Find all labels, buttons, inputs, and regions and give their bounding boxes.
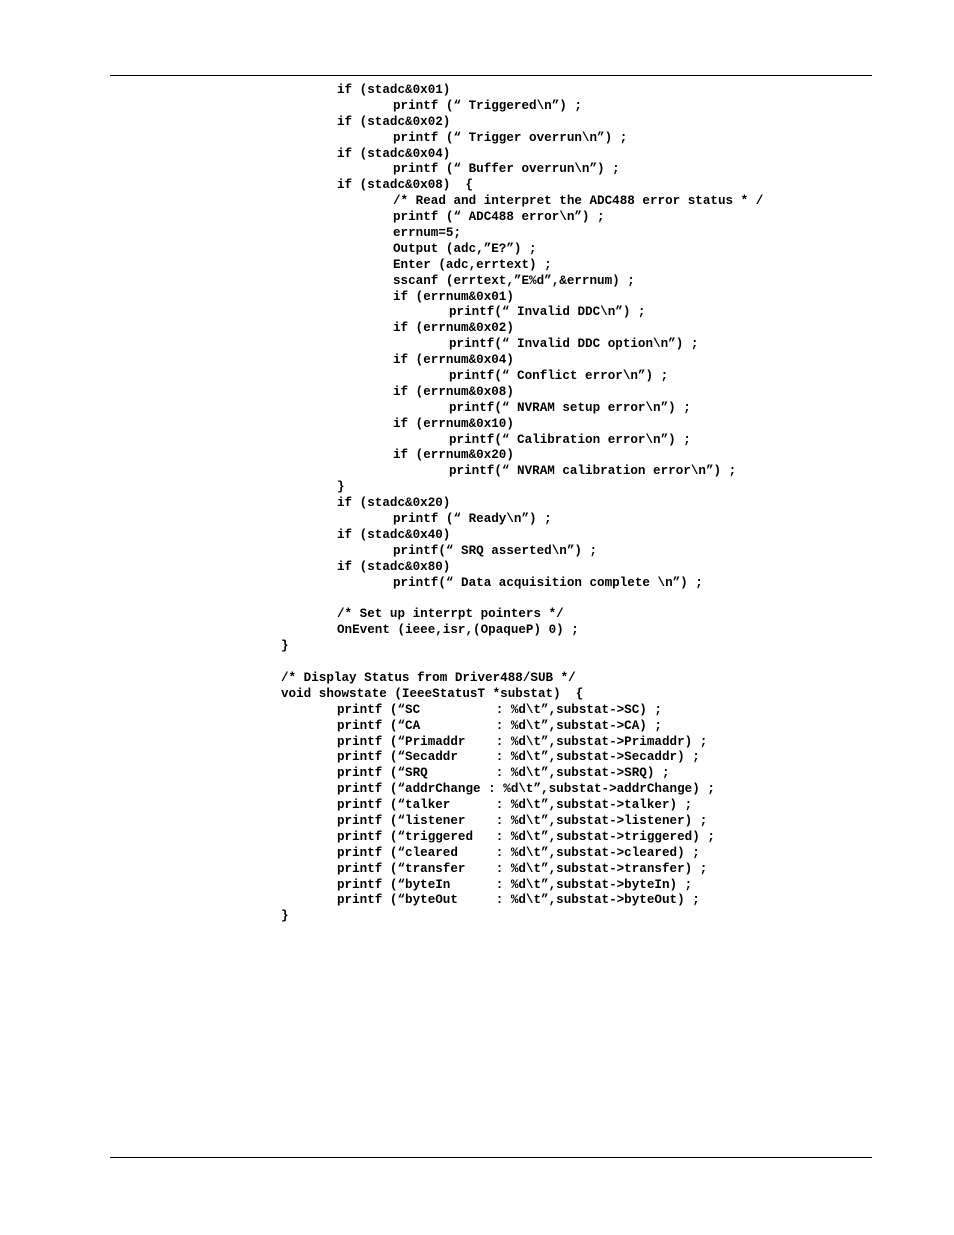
code-line bbox=[0, 290, 954, 306]
code-line-text: printf (“Primaddr : %d\t”,substat->Primaddr) ; bbox=[337, 734, 708, 749]
code-line-text: if (stadc&0x02) bbox=[337, 114, 451, 129]
code-line bbox=[0, 766, 954, 782]
code-line-text: if (stadc&0x01) bbox=[337, 83, 451, 97]
code-line-text: void showstate (IeeeStatusT *substat) { bbox=[281, 686, 584, 701]
code-line-text: } bbox=[281, 639, 289, 654]
code-line-text: /* Read and interpret the ADC488 error status * / bbox=[393, 194, 764, 209]
code-line bbox=[0, 512, 954, 528]
code-line-text: printf(“ Invalid DDC option\n”) ; bbox=[449, 337, 699, 352]
code-line bbox=[0, 703, 954, 719]
code-line-text: printf (“ Trigger overrun\n”) ; bbox=[393, 130, 628, 145]
code-line bbox=[0, 353, 954, 369]
code-line bbox=[0, 782, 954, 798]
code-line bbox=[0, 385, 954, 401]
code-line bbox=[0, 274, 954, 290]
code-line-text: printf (“ Triggered\n”) ; bbox=[393, 98, 582, 113]
code-line bbox=[0, 671, 954, 687]
code-line bbox=[0, 560, 954, 576]
code-line-text: printf (“ Buffer overrun\n”) ; bbox=[393, 162, 620, 177]
code-line bbox=[0, 99, 954, 115]
code-line-text: if (errnum&0x08) bbox=[393, 384, 514, 399]
code-line bbox=[0, 226, 954, 242]
code-line bbox=[0, 258, 954, 274]
code-line-text: OnEvent (ieee,isr,(OpaqueP) 0) ; bbox=[337, 623, 579, 638]
code-line bbox=[0, 719, 954, 735]
code-line bbox=[0, 893, 954, 909]
code-line-text: if (errnum&0x20) bbox=[393, 448, 514, 463]
code-line-text: if (stadc&0x20) bbox=[337, 496, 451, 511]
code-line-text: Enter (adc,errtext) ; bbox=[393, 257, 552, 272]
code-line-text: printf(“ SRQ asserted\n”) ; bbox=[393, 543, 598, 558]
code-line bbox=[0, 417, 954, 433]
code-line-text: printf (“ ADC488 error\n”) ; bbox=[393, 210, 605, 225]
code-line-text: if (stadc&0x04) bbox=[337, 146, 451, 161]
code-line bbox=[0, 846, 954, 862]
code-line-text: Output (adc,”E?”) ; bbox=[393, 241, 537, 256]
code-line-text: printf(“ Data acquisition complete \n”) ; bbox=[393, 575, 703, 590]
code-line bbox=[0, 131, 954, 147]
code-line bbox=[0, 178, 954, 194]
footer-rule bbox=[110, 1157, 872, 1158]
code-line bbox=[0, 576, 954, 592]
code-line bbox=[0, 210, 954, 226]
code-line-text: if (stadc&0x08) { bbox=[337, 178, 474, 193]
code-line bbox=[0, 878, 954, 894]
code-line bbox=[0, 830, 954, 846]
code-line bbox=[0, 592, 954, 608]
code-line-text: printf (“byteOut : %d\t”,substat->byteOut) ; bbox=[337, 893, 700, 908]
code-line-text: printf (“addrChange : %d\t”,substat->addrChange) ; bbox=[337, 782, 715, 797]
code-line-text: } bbox=[281, 909, 289, 924]
code-line bbox=[0, 750, 954, 766]
code-line-text: printf (“talker : %d\t”,substat->talker) ; bbox=[337, 798, 693, 813]
code-line bbox=[0, 496, 954, 512]
code-line bbox=[0, 305, 954, 321]
code-line-text: printf (“CA : %d\t”,substat->CA) ; bbox=[337, 718, 662, 733]
code-listing bbox=[0, 83, 954, 925]
code-line-text: /* Set up interrpt pointers */ bbox=[337, 607, 564, 622]
code-line-text: if (errnum&0x02) bbox=[393, 321, 514, 336]
code-line bbox=[0, 464, 954, 480]
code-line-text: printf (“Secaddr : %d\t”,substat->Secaddr) ; bbox=[337, 750, 700, 765]
code-line bbox=[0, 83, 954, 99]
code-line-text: printf (“listener : %d\t”,substat->listener) ; bbox=[337, 813, 708, 828]
code-line-text: /* Display Status from Driver488/SUB */ bbox=[281, 670, 576, 685]
code-line-text: printf (“triggered : %d\t”,substat->triggered) ; bbox=[337, 829, 715, 844]
code-line bbox=[0, 480, 954, 496]
code-line-text: printf (“transfer : %d\t”,substat->transfer) ; bbox=[337, 861, 708, 876]
code-line-text: errnum=5; bbox=[393, 226, 462, 241]
code-line-text: if (errnum&0x10) bbox=[393, 416, 514, 431]
code-line bbox=[0, 147, 954, 163]
code-line bbox=[0, 115, 954, 131]
code-line bbox=[0, 798, 954, 814]
code-line-text: printf(“ Calibration error\n”) ; bbox=[449, 432, 691, 447]
code-line-text: } bbox=[337, 480, 345, 495]
code-line-text: printf (“ Ready\n”) ; bbox=[393, 512, 552, 527]
code-line-text: sscanf (errtext,”E%d”,&errnum) ; bbox=[393, 273, 635, 288]
code-line-text: if (stadc&0x80) bbox=[337, 559, 451, 574]
code-line bbox=[0, 623, 954, 639]
code-line bbox=[0, 162, 954, 178]
code-line-text: printf(“ NVRAM calibration error\n”) ; bbox=[449, 464, 737, 479]
code-line bbox=[0, 862, 954, 878]
code-line bbox=[0, 528, 954, 544]
code-line bbox=[0, 655, 954, 671]
code-line bbox=[0, 448, 954, 464]
code-line bbox=[0, 321, 954, 337]
code-line bbox=[0, 639, 954, 655]
code-line bbox=[0, 735, 954, 751]
code-line-text: printf (“SC : %d\t”,substat->SC) ; bbox=[337, 702, 662, 717]
code-line-text: if (errnum&0x04) bbox=[393, 353, 514, 368]
code-line bbox=[0, 337, 954, 353]
code-line bbox=[0, 814, 954, 830]
code-line bbox=[0, 909, 954, 925]
code-line-text: printf (“SRQ : %d\t”,substat->SRQ) ; bbox=[337, 766, 670, 781]
code-line-text: if (errnum&0x01) bbox=[393, 289, 514, 304]
code-line-text: if (stadc&0x40) bbox=[337, 527, 451, 542]
code-line bbox=[0, 369, 954, 385]
code-line-text: printf(“ NVRAM setup error\n”) ; bbox=[449, 400, 691, 415]
code-line bbox=[0, 544, 954, 560]
header-rule bbox=[110, 75, 872, 76]
code-line bbox=[0, 401, 954, 417]
code-line-text: printf(“ Invalid DDC\n”) ; bbox=[449, 305, 646, 320]
code-line-text: printf (“byteIn : %d\t”,substat->byteIn) ; bbox=[337, 877, 693, 892]
code-line bbox=[0, 607, 954, 623]
code-line-text: printf (“cleared : %d\t”,substat->cleared) ; bbox=[337, 845, 700, 860]
code-line bbox=[0, 194, 954, 210]
code-line bbox=[0, 433, 954, 449]
code-line bbox=[0, 242, 954, 258]
code-line-text: printf(“ Conflict error\n”) ; bbox=[449, 369, 669, 384]
code-line bbox=[0, 687, 954, 703]
